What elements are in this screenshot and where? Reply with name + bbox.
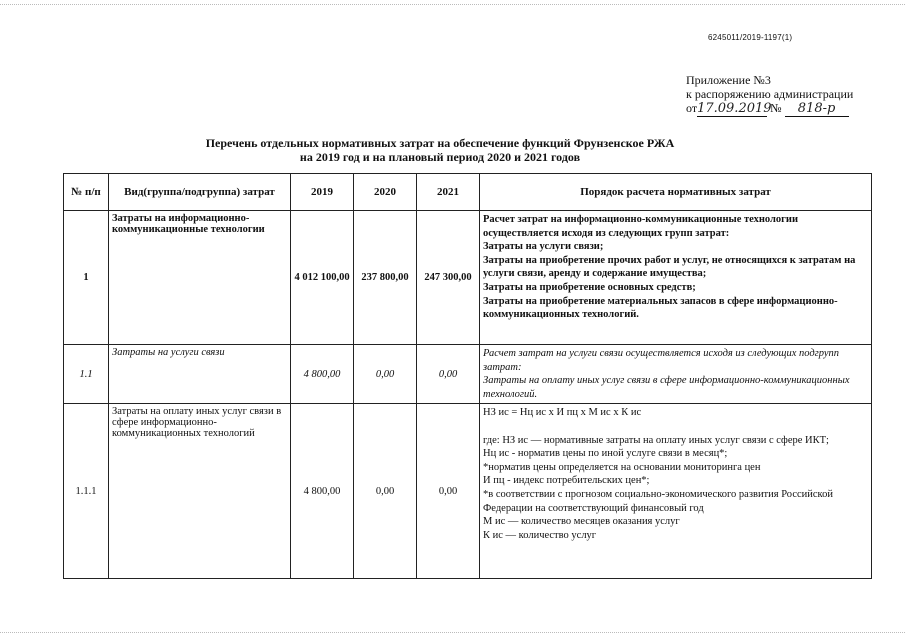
row-2020: 0,00 xyxy=(354,345,417,404)
method-line: Затраты на приобретение прочих работ и услуг, не относящихся к затратам на услуги связи, аренду и содержание имущества; xyxy=(483,254,856,280)
table-row xyxy=(64,404,872,579)
method-line: И пц - индекс потребительских цен*; xyxy=(483,475,650,487)
header-2021: 2021 xyxy=(417,174,480,211)
date-prefix: от xyxy=(686,101,698,115)
row-type: Затраты на услуги связи xyxy=(109,345,291,404)
row-method xyxy=(480,404,872,579)
row-2019: 4 800,00 xyxy=(291,345,354,404)
table-row xyxy=(64,345,872,404)
row-num: 1.1.1 xyxy=(64,404,109,579)
method-line: где: НЗ ис — нормативные затраты на оплату иных услуг связи с сфере ИКТ; xyxy=(483,434,829,446)
row-type: Затраты на оплату иных услуг связи в сфере информационно-коммуникационных технологий xyxy=(109,404,291,579)
method-line: Нц ис - норматив цены по иной услуге связи в месяц*; xyxy=(483,448,728,460)
method-line: *норматив цены определяется на основании мониторинга цен xyxy=(483,461,761,473)
method-line: Затраты на услуги связи; xyxy=(483,241,604,253)
header-method: Порядок расчета нормативных затрат xyxy=(480,174,872,211)
appendix-title: Приложение №3 xyxy=(686,73,771,87)
scan-artifact-top xyxy=(0,4,905,6)
method-line xyxy=(483,420,868,434)
appendix-reference: к распоряжению администрации xyxy=(686,87,854,101)
header-2019: 2019 xyxy=(291,174,354,211)
row-type: Затраты на информационно-коммуникационные технологии xyxy=(109,211,291,345)
method-line: Затраты на оплату иных услуг связи в сфере информационно-коммуникационных технологий. xyxy=(483,375,850,400)
appendix-date-line xyxy=(686,101,853,117)
title-line-2: на 2019 год и на плановый период 2020 и 2021 годов xyxy=(299,150,581,164)
table-header-row xyxy=(64,174,872,211)
row-2019: 4 800,00 xyxy=(291,404,354,579)
scan-artifact-bottom xyxy=(0,632,905,634)
row-2019: 4 012 100,00 xyxy=(291,211,354,345)
row-2020: 0,00 xyxy=(354,404,417,579)
method-line: Затраты на приобретение материальных запасов в сфере информационно-коммуникационных технологий. xyxy=(483,295,838,321)
method-formula: НЗ ис = Нц ис х И пц х М ис х К ис xyxy=(483,407,642,419)
method-line: Затраты на приобретение основных средств; xyxy=(483,281,696,293)
row-2021: 0,00 xyxy=(417,345,480,404)
title-line-1: Перечень отдельных нормативных затрат на обеспечение функций Фрунзенское РЖА xyxy=(205,136,675,150)
row-num: 1.1 xyxy=(64,345,109,404)
number-prefix: № xyxy=(770,101,782,115)
handwritten-number: 818-р xyxy=(785,102,849,117)
row-method xyxy=(480,345,872,404)
row-num: 1 xyxy=(64,211,109,345)
method-line: М ис — количество месяцев оказания услуг xyxy=(483,516,680,528)
handwritten-date: 17.09.2019 xyxy=(697,101,772,116)
method-line: Расчет затрат на информационно-коммуникационные технологии осуществляется исходя из следующих групп затрат: xyxy=(483,214,799,239)
row-method xyxy=(480,211,872,345)
appendix-block xyxy=(686,73,853,117)
method-line: *в соответствии с прогнозом социально-экономического развития Российской Федерации на соответствующий финансовый год xyxy=(483,488,833,514)
expenses-table xyxy=(63,173,872,579)
table-row xyxy=(64,211,872,345)
document-registration-number: 6245011/2019-1197(1) xyxy=(708,33,793,42)
header-num: № п/п xyxy=(64,174,109,211)
method-line: К ис — количество услуг xyxy=(483,529,597,541)
document-title xyxy=(120,136,760,164)
method-line: Расчет затрат на услуги связи осуществляется исходя из следующих подгрупп затрат: xyxy=(483,348,840,373)
row-2021: 247 300,00 xyxy=(417,211,480,345)
row-2021: 0,00 xyxy=(417,404,480,579)
header-2020: 2020 xyxy=(354,174,417,211)
row-2020: 237 800,00 xyxy=(354,211,417,345)
header-type: Вид(группа/подгруппа) затрат xyxy=(109,174,291,211)
